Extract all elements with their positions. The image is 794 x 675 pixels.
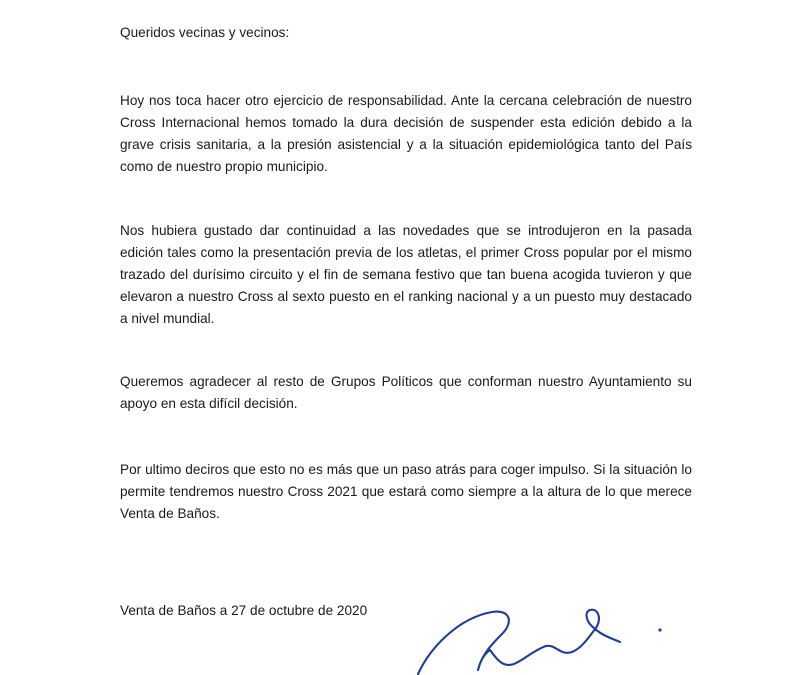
signature-icon (410, 598, 680, 675)
paragraph-responsibility: Hoy nos toca hacer otro ejercicio de responsabilidad. Ante la cercana celebración de nuestro Cross Internacional hemos tomado la dura decisión de suspender esta edición debido a la grave crisis sanitaria, a la presión asistencial y a la situación epidemiológica tanto del País como de nuestro propio municipio. (120, 93, 692, 174)
paragraph-closing: Por ultimo deciros que esto no es más que un paso atrás para coger impulso. Si la situación lo permite tendremos nuestro Cross 2021 que estará como siempre a la altura de lo que merece Venta de Baños. (120, 462, 692, 521)
handwritten-signature (410, 598, 680, 675)
paragraph-novelties: Nos hubiera gustado dar continuidad a las novedades que se introdujeron en la pasada edición tales como la presentación previa de los atletas, el primer Cross popular por el mismo trazado del durísimo circuito y el fin de semana festivo que tan buena acogida tuvieron y que elevaron a nuestro Cross al sexto puesto en el ranking nacional y a un puesto muy destacado a nivel mundial. (120, 223, 692, 326)
place-and-date: Venta de Baños a 27 de octubre de 2020 (120, 603, 368, 618)
letter-greeting: Queridos vecinas y vecinos: (120, 25, 290, 40)
paragraph-thanks: Queremos agradecer al resto de Grupos Políticos que conforman nuestro Ayuntamiento su apoyo en esta difícil decisión. (120, 374, 692, 411)
